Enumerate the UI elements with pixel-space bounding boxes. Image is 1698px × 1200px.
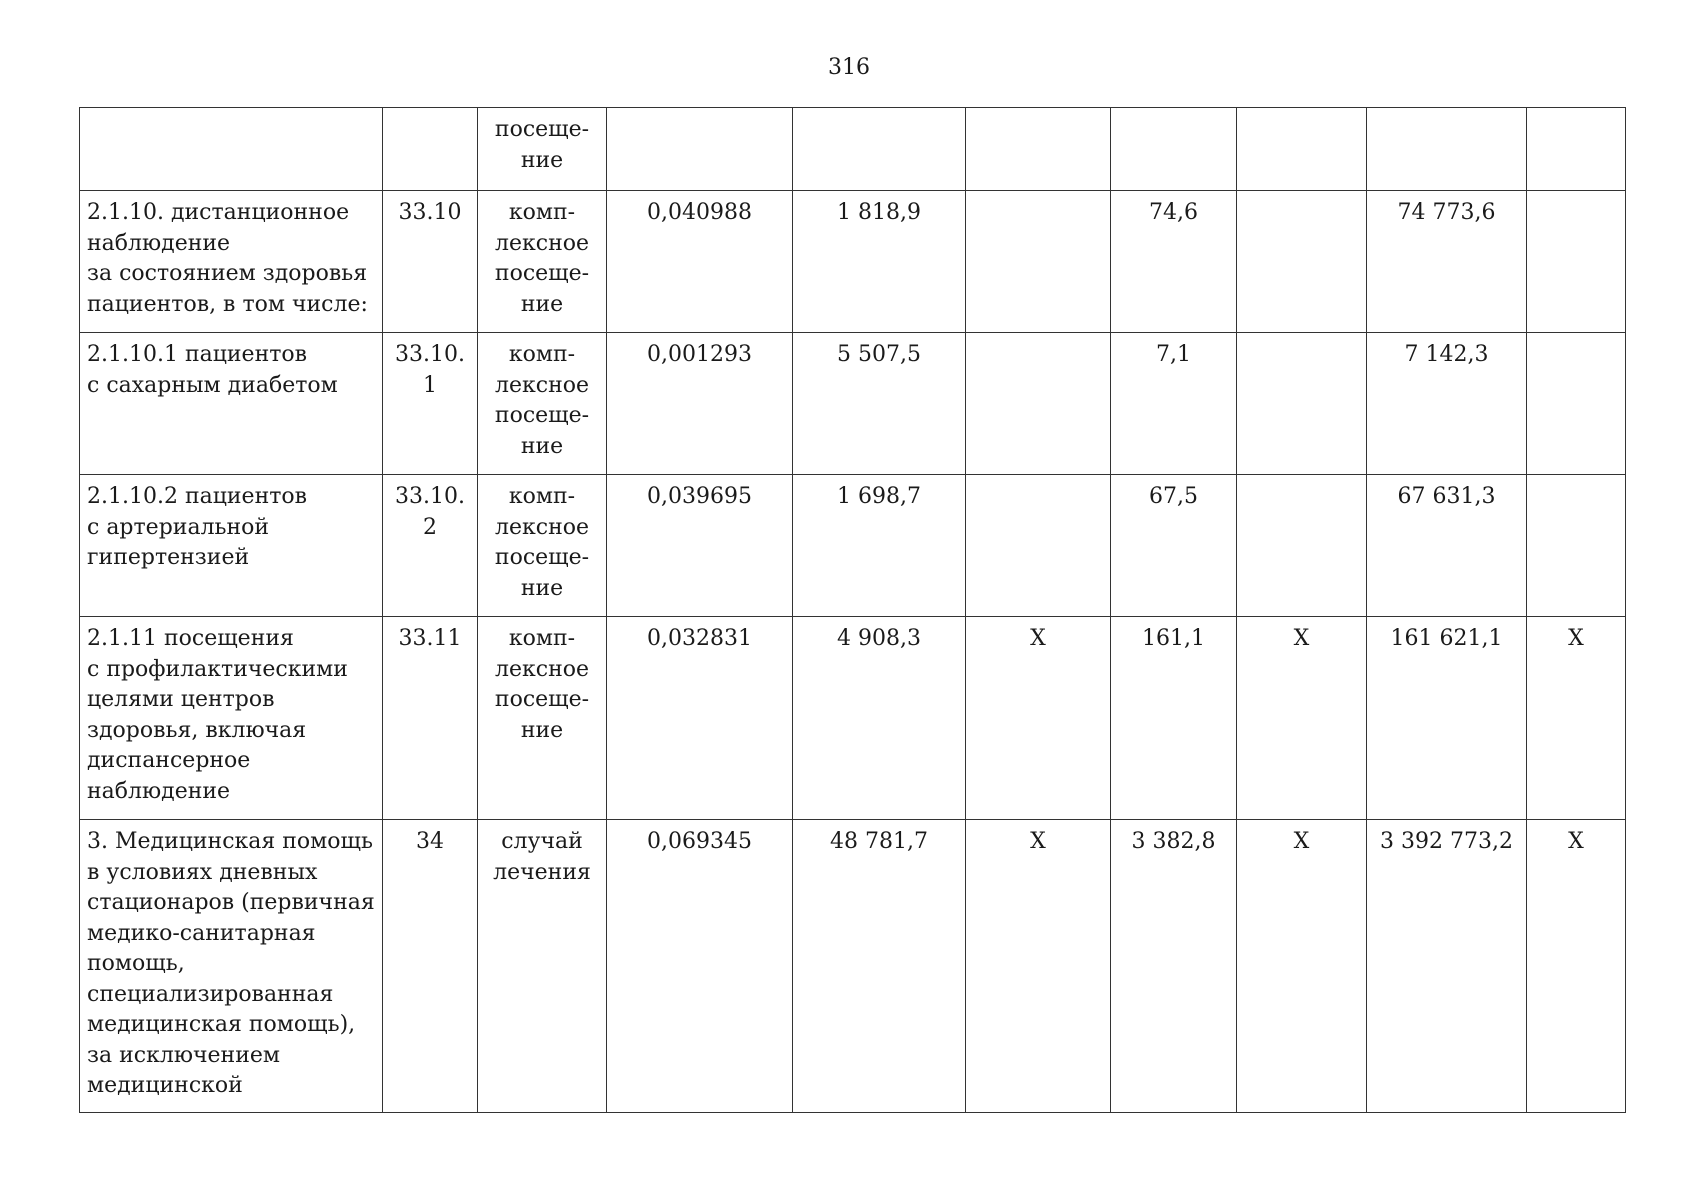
cell-name-line: медико-санитарная: [87, 920, 316, 946]
cell-name-line: медицинской: [87, 1073, 243, 1098]
cell-col-8: [1237, 191, 1367, 333]
cell-col-6-value: Х: [1030, 626, 1046, 651]
cell-col-9-value: 74 773,6: [1397, 200, 1496, 225]
cell-unit: [478, 191, 607, 333]
cell-unit-line: посеще-: [494, 687, 590, 712]
cell-col-9: [1367, 617, 1527, 820]
cell-cost: [793, 617, 966, 820]
cell-name-line: 2.1.10.2 пациентов: [87, 484, 308, 509]
cell-unit-line: посеще-: [494, 117, 590, 142]
cell-name-line: за исключением: [87, 1042, 280, 1068]
cell-unit-line: комп-: [508, 484, 576, 509]
cell-name-line: с сахарным диабетом: [87, 372, 338, 398]
cell-col-8-value: Х: [1293, 829, 1310, 854]
cell-col-7: [1111, 617, 1237, 820]
cell-col-7-value: 3 382,8: [1131, 829, 1216, 854]
cell-unit-line: посеще-: [494, 261, 590, 286]
cell-code: [383, 108, 478, 191]
cell-col-6-value: Х: [1030, 829, 1046, 854]
cell-col-6: [966, 475, 1111, 617]
cell-name-line: наблюдение: [87, 230, 231, 256]
cell-col-10-value: Х: [1568, 829, 1584, 854]
cell-col-7: [1111, 333, 1237, 475]
cell-code-value: 33.11: [398, 626, 462, 651]
cell-unit: [478, 820, 607, 1113]
table-body: [80, 108, 1626, 1113]
cell-col-10: [1527, 475, 1626, 617]
cell-col-6: [966, 333, 1111, 475]
cell-col-10-value: Х: [1568, 626, 1584, 651]
cell-col-10: [1527, 108, 1626, 191]
cell-unit: [478, 333, 607, 475]
cell-name-line: 3. Медицинская помощь: [87, 829, 373, 854]
cell-name-line: с артериальной: [87, 514, 270, 540]
cell-norm-value: 0,069345: [647, 829, 752, 854]
cell-norm-value: 0,040988: [647, 200, 752, 225]
cell-name-line: специализированная: [87, 981, 334, 1007]
cell-col-9: [1367, 191, 1527, 333]
table-row: [80, 820, 1626, 1113]
cell-col-9: [1367, 475, 1527, 617]
cell-col-8: [1237, 108, 1367, 191]
cell-cost: [793, 108, 966, 191]
cell-cost-value: 1 818,9: [837, 200, 921, 225]
cell-unit-line: лексное: [495, 656, 589, 682]
cell-norm: [607, 617, 793, 820]
cell-cost-value: 1 698,7: [837, 484, 921, 509]
cell-col-7: [1111, 820, 1237, 1113]
cell-norm: [607, 108, 793, 191]
cell-col-8: [1237, 820, 1367, 1113]
cell-norm-value: 0,039695: [647, 484, 752, 509]
cell-col-8: [1237, 617, 1367, 820]
cell-unit-line: комп-: [508, 342, 576, 367]
cell-col-7-value: 67,5: [1149, 484, 1198, 509]
cell-unit-line: ние: [520, 147, 564, 173]
cell-norm: [607, 820, 793, 1113]
cell-name: [80, 617, 383, 820]
cell-code: [383, 191, 478, 333]
cell-col-7-value: 161,1: [1142, 626, 1205, 651]
cell-name-line: 2.1.10. дистанционное: [87, 200, 350, 225]
cell-unit-line: посеще-: [494, 545, 590, 570]
cell-name-line: 2.1.10.1 пациентов: [87, 342, 308, 367]
cell-name-line: пациентов, в том числе:: [87, 291, 368, 317]
table-row: [80, 617, 1626, 820]
cell-name: [80, 820, 383, 1113]
cell-col-10: [1527, 191, 1626, 333]
cell-col-8: [1237, 333, 1367, 475]
cell-name: [80, 333, 383, 475]
cell-unit-line: комп-: [508, 626, 576, 651]
cell-name-line: гипертензией: [87, 545, 250, 570]
cell-code-value: 33.10.1: [395, 342, 465, 398]
cell-col-6: [966, 820, 1111, 1113]
cell-cost-value: 4 908,3: [837, 626, 921, 651]
cell-norm-value: 0,001293: [647, 342, 752, 367]
cell-code-value: 34: [416, 829, 444, 854]
cell-name: [80, 108, 383, 191]
cell-cost: [793, 191, 966, 333]
cell-cost: [793, 475, 966, 617]
cell-col-10: [1527, 617, 1626, 820]
cell-unit-line: ние: [520, 717, 564, 743]
cell-name: [80, 191, 383, 333]
cell-col-6: [966, 191, 1111, 333]
page-number: 316: [828, 55, 870, 80]
table-row: [80, 333, 1626, 475]
cell-norm: [607, 333, 793, 475]
cell-unit-line: ние: [520, 575, 564, 601]
cell-unit-line: посеще-: [494, 403, 590, 428]
cell-col-9-value: 3 392 773,2: [1380, 829, 1513, 854]
cell-norm-value: 0,032831: [647, 626, 752, 651]
cell-name-line: здоровья, включая: [87, 717, 307, 743]
cell-col-8: [1237, 475, 1367, 617]
cell-name-line: стационаров (первичная: [87, 890, 375, 915]
cell-unit-line: лексное: [495, 230, 589, 256]
cell-cost: [793, 333, 966, 475]
cell-unit-line: лексное: [495, 514, 589, 540]
cell-unit-line: ние: [520, 433, 564, 459]
table-row: [80, 191, 1626, 333]
cell-name: [80, 475, 383, 617]
cell-cost: [793, 820, 966, 1113]
cell-col-10: [1527, 333, 1626, 475]
cell-col-7-value: 7,1: [1156, 342, 1191, 367]
cell-col-6: [966, 108, 1111, 191]
cell-col-8-value: Х: [1293, 626, 1310, 651]
cell-unit-line: лечения: [493, 859, 591, 885]
cell-code-value: 33.10.2: [395, 484, 465, 540]
cell-col-9-value: 7 142,3: [1404, 342, 1489, 367]
cell-code: [383, 617, 478, 820]
cell-unit-line: ние: [520, 291, 564, 317]
cell-unit: [478, 108, 607, 191]
cell-col-7: [1111, 475, 1237, 617]
cell-unit: [478, 617, 607, 820]
cell-col-7-value: 74,6: [1149, 200, 1198, 225]
cell-col-7: [1111, 108, 1237, 191]
cell-unit-line: лексное: [495, 372, 589, 398]
cell-code: [383, 475, 478, 617]
cell-col-7: [1111, 191, 1237, 333]
cell-unit-line: случай: [501, 829, 583, 854]
cell-cost-value: 5 507,5: [837, 342, 921, 367]
table-row: [80, 108, 1626, 191]
cell-unit-line: комп-: [508, 200, 576, 225]
cell-cost-value: 48 781,7: [830, 829, 928, 854]
cell-norm: [607, 475, 793, 617]
cell-name-line: наблюдение: [87, 778, 231, 804]
cell-col-9-value: 161 621,1: [1390, 626, 1503, 651]
cell-col-9: [1367, 333, 1527, 475]
data-table: [79, 107, 1626, 1113]
cell-name-line: целями центров: [87, 687, 275, 712]
cell-code-value: 33.10: [398, 200, 462, 225]
cell-col-6: [966, 617, 1111, 820]
cell-unit: [478, 475, 607, 617]
cell-code: [383, 820, 478, 1113]
table-row: [80, 475, 1626, 617]
cell-norm: [607, 191, 793, 333]
cell-col-10: [1527, 820, 1626, 1113]
cell-code: [383, 333, 478, 475]
cell-name-line: помощь,: [87, 951, 185, 976]
cell-name-line: медицинская помощь),: [87, 1012, 356, 1037]
cell-name-line: с профилактическими: [87, 656, 348, 682]
cell-name-line: 2.1.11 посещения: [87, 626, 294, 651]
cell-col-9: [1367, 820, 1527, 1113]
cell-col-9-value: 67 631,3: [1397, 484, 1496, 509]
cell-name-line: за состоянием здоровья: [87, 261, 368, 286]
cell-name-line: в условиях дневных: [87, 859, 318, 885]
cell-name-line: диспансерное: [87, 748, 251, 773]
cell-col-9: [1367, 108, 1527, 191]
